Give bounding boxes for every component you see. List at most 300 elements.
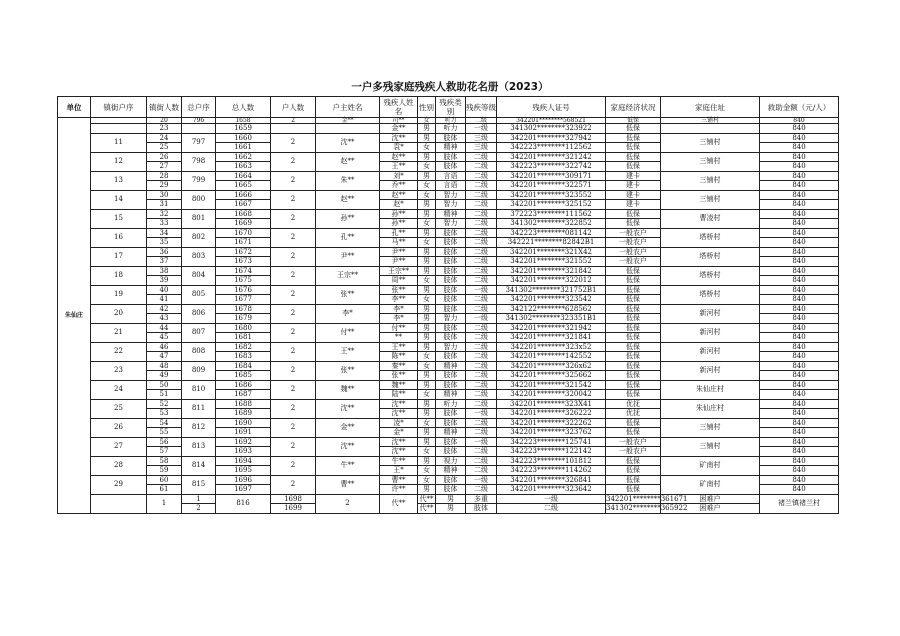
household-seq: 1 — [147, 494, 182, 513]
person-name: 陆** — [380, 390, 418, 400]
certificate-number: 342201********326x62 — [497, 361, 606, 371]
certificate-number: 342201********309171 — [497, 171, 606, 181]
person-seq: 50 — [147, 380, 182, 390]
cell: 低保 — [606, 118, 661, 124]
disability-category: 肢体 — [436, 247, 466, 257]
certificate-number: 341302********365922 — [606, 504, 688, 512]
disability-level: 二级 — [466, 456, 497, 466]
total-person: 1668 — [216, 209, 271, 219]
disability-category: 肢体 — [436, 447, 466, 457]
disability-category: 肢体 — [436, 418, 466, 428]
address: 新河村 — [661, 304, 760, 323]
household-size: 2 — [271, 228, 316, 247]
amount: 840 — [760, 361, 839, 371]
certificate-number: 341302********323351B1 — [497, 314, 606, 324]
household-size: 2 — [271, 152, 316, 171]
total-seq: 804 — [182, 266, 216, 285]
disability-category: 智力 — [436, 314, 466, 324]
household-size: 2 — [271, 266, 316, 285]
disability-level: 二级 — [466, 428, 497, 438]
disability-level: 二级 — [466, 352, 497, 362]
disability-level: 三级 — [466, 143, 497, 153]
household-size: 2 — [271, 285, 316, 304]
person-seq: 27 — [147, 162, 182, 172]
disability-category: 肢体 — [436, 276, 466, 286]
disability-category: 精神 — [436, 466, 466, 476]
person-seq: 46 — [147, 342, 182, 352]
person-sex: 男 — [418, 124, 436, 134]
person-seq: 37 — [147, 257, 182, 267]
head-name: 曹** — [316, 475, 380, 494]
table-row — [58, 152, 839, 162]
economic-status: 低保 — [606, 333, 661, 343]
disability-category: 肢体 — [466, 504, 497, 514]
person-name: 李* — [380, 304, 418, 314]
disability-category: 肢体 — [436, 323, 466, 333]
disability-category: 多重 — [466, 494, 497, 504]
total-person: 1659 — [216, 124, 271, 134]
total-seq: 810 — [182, 380, 216, 399]
col-address: 家庭住址 — [661, 97, 760, 118]
address: 新河村 — [661, 361, 760, 380]
household-seq: 17 — [91, 247, 147, 266]
household-seq: 23 — [91, 361, 147, 380]
certificate-number: 342223********114262 — [497, 466, 606, 476]
total-person: 1675 — [216, 276, 271, 286]
head-name: 沈** — [316, 133, 380, 152]
disability-category: 肢体 — [436, 333, 466, 343]
total-person: 1696 — [216, 475, 271, 485]
person-name: 秦** — [380, 361, 418, 371]
disability-category: 肢体 — [436, 285, 466, 295]
economic-status: 一般农户 — [606, 437, 661, 447]
person-sex: 男 — [418, 485, 436, 495]
person-name: 张** — [380, 371, 418, 381]
disability-category: 肢体 — [436, 304, 466, 314]
person-seq: 53 — [147, 409, 182, 419]
table-row — [58, 285, 839, 295]
person-sex: 男 — [418, 314, 436, 324]
total-person: 1661 — [216, 143, 271, 153]
address: 褚兰镇褚兰村 — [760, 494, 839, 513]
col-level: 残疾等级 — [466, 97, 497, 118]
person-name: 金* — [380, 428, 418, 438]
person-name: 尹** — [380, 257, 418, 267]
disability-level: 二级 — [466, 228, 497, 238]
household-seq — [91, 124, 147, 134]
person-name: 牛** — [380, 456, 418, 466]
disability-category: 肢体 — [436, 352, 466, 362]
table-row — [58, 418, 839, 428]
person-seq: 51 — [147, 390, 182, 400]
table-row — [58, 124, 839, 134]
total-seq: 799 — [182, 171, 216, 190]
relief-register-table — [57, 96, 839, 514]
disability-category: 肢体 — [436, 152, 466, 162]
household-seq: 27 — [91, 437, 147, 456]
header-row — [58, 97, 839, 118]
household-seq: 11 — [91, 133, 147, 152]
amount: 840 — [760, 285, 839, 295]
household-size: 2 — [271, 475, 316, 494]
total-seq: 813 — [182, 437, 216, 456]
person-seq: 34 — [147, 228, 182, 238]
disability-level: 二级 — [466, 190, 497, 200]
person-sex: 女 — [418, 219, 436, 229]
amount: 840 — [760, 409, 839, 419]
table-row — [58, 133, 839, 143]
col-total-person: 总人数 — [216, 97, 271, 118]
col-economy: 家庭经济状况 — [606, 97, 661, 118]
col-total-seq: 总户序 — [182, 97, 216, 118]
disability-level: 一级 — [466, 285, 497, 295]
person-name: 孙** — [380, 209, 418, 219]
disability-level: 一级 — [497, 494, 606, 504]
disability-category: 肢体 — [436, 475, 466, 485]
disability-level: 二级 — [466, 304, 497, 314]
certificate-number: 342223********112562 — [497, 143, 606, 153]
economic-status: 低保 — [606, 380, 661, 390]
economic-status: 低保 — [606, 152, 661, 162]
total-seq: 809 — [182, 361, 216, 380]
person-sex: 男 — [418, 228, 436, 238]
disability-category: 肢体 — [436, 162, 466, 172]
total-seq — [182, 124, 216, 134]
total-seq: 805 — [182, 285, 216, 304]
amount: 840 — [760, 219, 839, 229]
table-row — [58, 247, 839, 257]
total-seq: 811 — [182, 399, 216, 418]
total-seq: 798 — [182, 152, 216, 171]
household-seq: 22 — [91, 342, 147, 361]
economic-status: 低保 — [606, 285, 661, 295]
disability-category: 肢体 — [436, 266, 466, 276]
person-name: 王** — [380, 342, 418, 352]
disability-category: 视力 — [436, 456, 466, 466]
disability-category: 智力 — [436, 219, 466, 229]
economic-status: 低保 — [606, 209, 661, 219]
household-size: 2 — [271, 342, 316, 361]
amount: 840 — [760, 190, 839, 200]
economic-status: 困难户 — [661, 494, 760, 504]
economic-status: 低保 — [606, 304, 661, 314]
total-person: 1694 — [216, 456, 271, 466]
col-category: 残疾类别 — [436, 97, 466, 118]
person-sex: 男 — [418, 409, 436, 419]
head-name: 李* — [316, 304, 380, 323]
person-name: 周** — [380, 276, 418, 286]
person-sex: 男 — [418, 456, 436, 466]
person-seq: 28 — [147, 171, 182, 181]
amount: 840 — [760, 171, 839, 181]
cell: 司** — [380, 118, 418, 124]
person-seq: 56 — [147, 437, 182, 447]
disability-level: 二级 — [466, 257, 497, 267]
total-person: 1688 — [216, 399, 271, 409]
amount: 840 — [760, 485, 839, 495]
address: 三铺村 — [661, 133, 760, 152]
person-name: 王* — [380, 466, 418, 476]
col-cert: 残疾人证号 — [497, 97, 606, 118]
disability-level: 二级 — [466, 342, 497, 352]
certificate-number: 342201********323552 — [497, 190, 606, 200]
disability-level: 三级 — [466, 133, 497, 143]
disability-level: 二级 — [466, 447, 497, 457]
col-name: 残疾人姓名 — [380, 97, 418, 118]
total-person: 1698 — [271, 494, 316, 504]
person-sex: 男 — [436, 504, 466, 514]
table-row — [58, 494, 839, 504]
person-sex: 男 — [418, 399, 436, 409]
person-seq: 29 — [147, 181, 182, 191]
economic-status: 困难户 — [661, 504, 760, 514]
household-size — [271, 124, 316, 134]
total-person: 1680 — [216, 323, 271, 333]
amount: 840 — [760, 380, 839, 390]
economic-status: 低保 — [606, 314, 661, 324]
disability-category: 肢体 — [436, 228, 466, 238]
person-sex: 女 — [418, 181, 436, 191]
amount: 840 — [760, 314, 839, 324]
certificate-number: 342201********142552 — [497, 352, 606, 362]
disability-level: 二级 — [497, 504, 606, 514]
table-row — [58, 437, 839, 447]
address: 三铺村 — [661, 418, 760, 437]
household-size: 2 — [271, 399, 316, 418]
col-town-seq: 镇街户序 — [91, 97, 147, 118]
address: 塔桥村 — [661, 266, 760, 285]
total-person: 1678 — [216, 304, 271, 314]
total-person: 1670 — [216, 228, 271, 238]
household-size: 2 — [271, 171, 316, 190]
disability-level: 二级 — [466, 171, 497, 181]
person-seq: 58 — [147, 456, 182, 466]
address: 矿南村 — [661, 456, 760, 475]
economic-status: 低保 — [606, 323, 661, 333]
table-row — [58, 323, 839, 333]
total-person: 1683 — [216, 352, 271, 362]
household-size: 2 — [271, 380, 316, 399]
table-row — [58, 266, 839, 276]
person-name: 凌* — [380, 418, 418, 428]
disability-level: 一级 — [466, 437, 497, 447]
table-body — [58, 118, 839, 514]
person-sex: 女 — [418, 143, 436, 153]
household-size: 2 — [271, 456, 316, 475]
amount: 840 — [760, 371, 839, 381]
total-person: 1663 — [216, 162, 271, 172]
address: 三铺村 — [661, 190, 760, 209]
certificate-number: 342201********323762 — [497, 428, 606, 438]
disability-category: 智力 — [436, 342, 466, 352]
disability-level: 二级 — [466, 152, 497, 162]
certificate-number: 342201********321242 — [497, 152, 606, 162]
certificate-number: 342201********321942 — [497, 323, 606, 333]
person-name: 金** — [380, 124, 418, 134]
disability-category: 肢体 — [436, 380, 466, 390]
total-person: 1677 — [216, 295, 271, 305]
total-seq: 812 — [182, 418, 216, 437]
person-name: 曹** — [380, 475, 418, 485]
person-seq: 57 — [147, 447, 182, 457]
person-name: 陈** — [380, 352, 418, 362]
economic-status: 建卡 — [606, 171, 661, 181]
certificate-number: 341302********322852 — [497, 219, 606, 229]
household-size: 2 — [271, 190, 316, 209]
certificate-number: 342201********322571 — [497, 181, 606, 191]
certificate-number: 342201********327942 — [497, 133, 606, 143]
cell: 342201********568521 — [497, 118, 606, 124]
amount: 840 — [760, 399, 839, 409]
household-size: 2 — [271, 304, 316, 323]
amount: 840 — [760, 447, 839, 457]
col-amount: 救助金额（元/人） — [760, 97, 839, 118]
person-seq: 45 — [147, 333, 182, 343]
economic-status: 低保 — [606, 133, 661, 143]
person-sex: 男 — [418, 152, 436, 162]
economic-status: 低保 — [606, 266, 661, 276]
total-person: 1690 — [216, 418, 271, 428]
amount: 840 — [760, 238, 839, 248]
certificate-number: 342201********323X41 — [497, 399, 606, 409]
economic-status: 建卡 — [606, 190, 661, 200]
person-seq: 41 — [147, 295, 182, 305]
person-name: 赵** — [380, 152, 418, 162]
certificate-number: 342201********321842 — [497, 266, 606, 276]
disability-category: 智力 — [436, 200, 466, 210]
disability-level: 二级 — [466, 371, 497, 381]
amount: 840 — [760, 323, 839, 333]
economic-status: 低保 — [606, 295, 661, 305]
total-person: 1674 — [216, 266, 271, 276]
person-seq: 43 — [147, 314, 182, 324]
person-sex: 女 — [418, 352, 436, 362]
address: 矿南村 — [661, 475, 760, 494]
address: 三铺村 — [661, 152, 760, 171]
disability-level: 二级 — [466, 380, 497, 390]
person-name: 魏** — [380, 380, 418, 390]
person-sex: 男 — [418, 266, 436, 276]
disability-category: 听力 — [436, 124, 466, 134]
cell: 840 — [760, 118, 839, 124]
certificate-number: 342201********361671 — [606, 494, 688, 503]
economic-status: 低保 — [606, 342, 661, 352]
amount: 840 — [760, 266, 839, 276]
economic-status: 低保 — [606, 276, 661, 286]
disability-category: 精神 — [436, 143, 466, 153]
amount: 840 — [760, 209, 839, 219]
disability-level: 二级 — [466, 181, 497, 191]
certificate-number: 342201********322012 — [497, 276, 606, 286]
household-seq: 18 — [91, 266, 147, 285]
person-sex: 女 — [418, 466, 436, 476]
person-sex: 男 — [418, 133, 436, 143]
disability-level: 一级 — [466, 475, 497, 485]
person-seq: 31 — [147, 200, 182, 210]
register-title: 一户多残家庭残疾人救助花名册（2023） — [351, 81, 549, 93]
economic-status: 一般农户 — [606, 447, 661, 457]
total-person: 1691 — [216, 428, 271, 438]
disability-level: 二级 — [466, 323, 497, 333]
address: 三铺村 — [661, 437, 760, 456]
total-person: 1693 — [216, 447, 271, 457]
household-seq: 15 — [91, 209, 147, 228]
table-row — [58, 361, 839, 371]
person-name: 赵* — [380, 200, 418, 210]
certificate-number: 342201********326222 — [497, 409, 606, 419]
disability-level: 一级 — [466, 409, 497, 419]
economic-status: 建卡 — [606, 181, 661, 191]
col-household-size: 户人数 — [271, 97, 316, 118]
person-seq: 40 — [147, 285, 182, 295]
person-name: ** — [380, 333, 418, 343]
certificate-number: 342201********325662 — [497, 371, 606, 381]
head-name: 赵** — [316, 152, 380, 171]
person-seq: 35 — [147, 238, 182, 248]
economic-status: 低保 — [606, 485, 661, 495]
total-person: 1669 — [216, 219, 271, 229]
person-name: 付** — [380, 323, 418, 333]
person-name: 乔** — [380, 181, 418, 191]
person-seq: 49 — [147, 371, 182, 381]
household-size: 2 — [271, 247, 316, 266]
household-seq: 14 — [91, 190, 147, 209]
person-sex: 男 — [418, 333, 436, 343]
certificate-number: 342201********322262 — [497, 418, 606, 428]
total-seq: 801 — [182, 209, 216, 228]
address: 塔桥村 — [661, 228, 760, 247]
total-person: 1695 — [216, 466, 271, 476]
amount: 840 — [760, 124, 839, 134]
amount: 840 — [760, 390, 839, 400]
disability-category: 精神 — [436, 428, 466, 438]
certificate-number: 342223********322742 — [497, 162, 606, 172]
certificate-number: 342201********323542 — [497, 295, 606, 305]
economic-status: 低保 — [606, 428, 661, 438]
household-seq: 28 — [91, 456, 147, 475]
economic-status: 低保 — [606, 361, 661, 371]
amount: 840 — [760, 152, 839, 162]
certificate-number: 342221********82842B1 — [497, 238, 606, 248]
total-seq: 815 — [182, 475, 216, 494]
disability-level: 二级 — [466, 266, 497, 276]
person-seq: 47 — [147, 352, 182, 362]
disability-category: 肢体 — [436, 437, 466, 447]
total-person: 1666 — [216, 190, 271, 200]
person-seq: 23 — [147, 124, 182, 134]
person-sex: 男 — [436, 494, 466, 504]
total-person: 1665 — [216, 181, 271, 191]
economic-status: 低保 — [606, 475, 661, 485]
col-sex: 性别 — [418, 97, 436, 118]
total-seq: 816 — [216, 494, 271, 513]
household-size: 2 — [271, 323, 316, 342]
person-sex: 男 — [418, 285, 436, 295]
disability-category: 精神 — [436, 209, 466, 219]
address: 三铺村 — [661, 171, 760, 190]
table-row — [58, 190, 839, 200]
person-name: 赵** — [380, 190, 418, 200]
cell: 796 — [182, 118, 216, 124]
disability-category: 肢体 — [436, 409, 466, 419]
table-row — [58, 209, 839, 219]
disability-level: 二级 — [466, 399, 497, 409]
disability-level: 一级 — [466, 124, 497, 134]
household-size: 2 — [271, 418, 316, 437]
person-name: 孔** — [380, 228, 418, 238]
certificate-number: 342223********125741 — [497, 437, 606, 447]
table-row — [58, 456, 839, 466]
